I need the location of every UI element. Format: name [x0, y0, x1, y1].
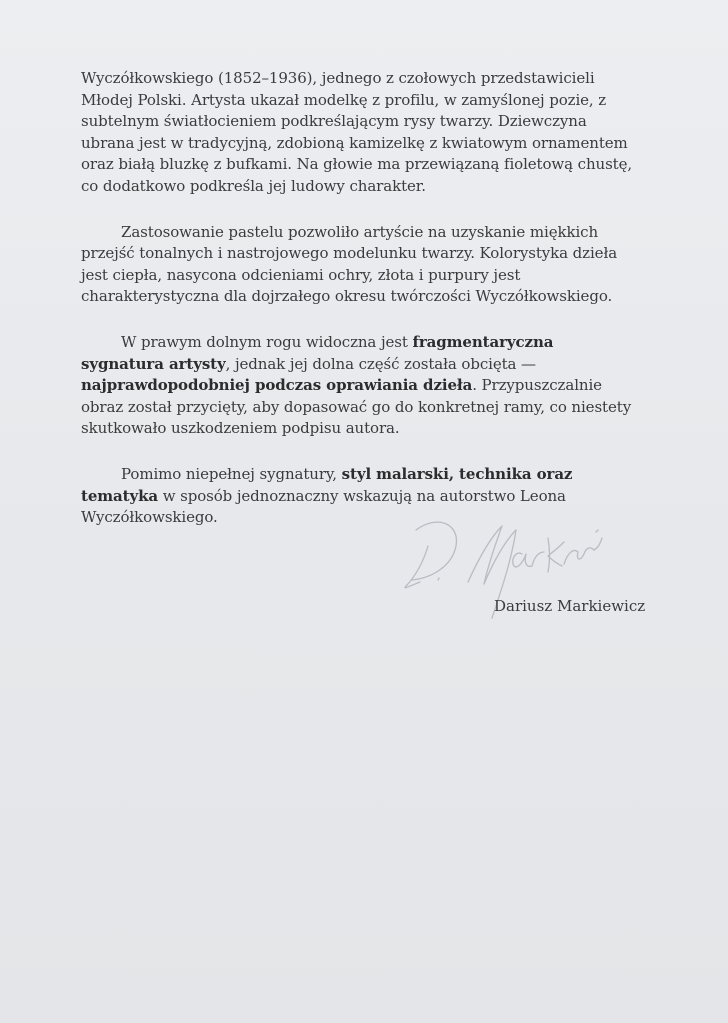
- text-segment: , jednak jej dolna część została obcięta —: [225, 354, 536, 373]
- bold-text: najprawdopodobniej podczas oprawiania dzieła: [81, 376, 473, 395]
- text-segment: . Przypuszczalnie obraz został przycięty, aby dopasować go do konkretnej ramy, co niestety skutkowało uszkodzeniem podpisu autora.: [81, 376, 632, 438]
- text-segment: w sposób jednoznaczny wskazują na autorstwo Leona Wyczółkowskiego.: [81, 486, 566, 527]
- text-segment: Zastosowanie pastelu pozwoliło artyście na uzyskanie miękkich przejść tonalnych i nastrojowego modelunku twarzy. Kolorystyka dzieła jest ciepła, nasycona odcieniami ochry, złota i purpury jest charakterystyczna dla dojrzałego okresu twórczości Wyczółkowskiego.: [81, 222, 618, 306]
- document-body: [81, 68, 641, 553]
- bold-text: styl malarski, technika oraz tematyka: [81, 464, 573, 505]
- paragraph: [81, 68, 641, 198]
- text-segment: Wyczółkowskiego (1852–1936), jednego z czołowych przedstawicieli Młodej Polski. Artysta ukazał modelkę z profilu, w zamyślonej pozie, z subtelnym światłocieniem podkreślającym rysy twarzy. Dziewczyna ubrana jest w tradycyjną, zdobioną kamizelkę z kwiatowym ornamentem oraz białą bluzkę z bufkami. Na głowie ma przewiązaną fioletową chustę, co dodatkowo podkreśla jej ludowy charakter.: [81, 69, 633, 195]
- paragraph: [81, 332, 641, 440]
- text-segment: W prawym dolnym rogu widoczna jest: [121, 332, 413, 351]
- bold-text: fragmentaryczna sygnatura artysty: [81, 332, 554, 373]
- paragraph: [81, 222, 641, 308]
- text-segment: Pomimo niepełnej sygnatury,: [121, 464, 342, 483]
- signer-name: Dariusz Markiewicz: [494, 597, 646, 615]
